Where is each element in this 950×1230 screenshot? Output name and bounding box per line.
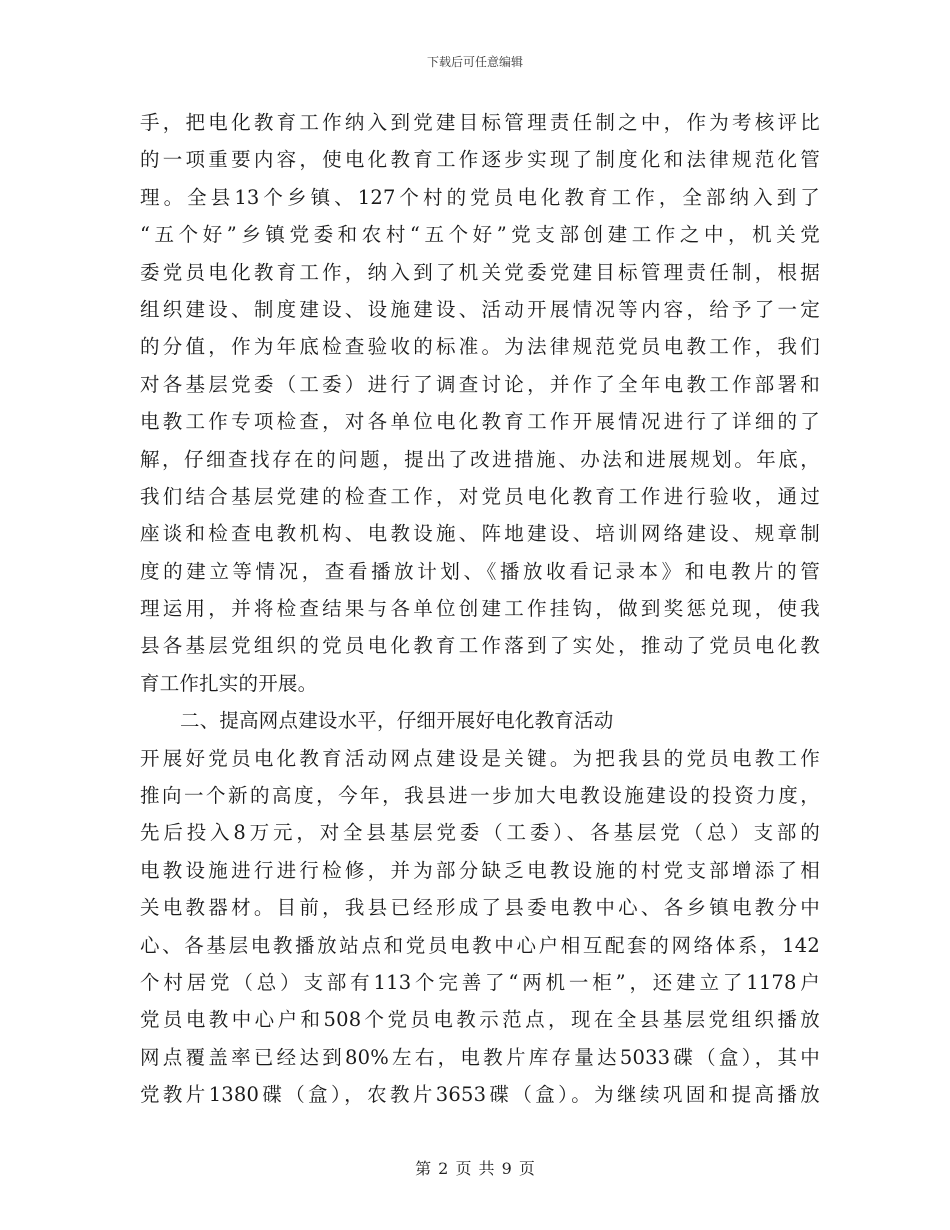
body-line: 个村居党（总）支部有113个完善了“两机一柜”，还建立了1178户 [140,970,820,994]
body-line: 关电教器材。目前，我县已经形成了县委电教中心、各乡镇电教分中 [140,896,820,920]
body-line: 委党员电化教育工作，纳入到了机关党委党建目标管理责任制，根据 [140,260,820,284]
body-line: 度的建立等情况，查看播放计划、《播放收看记录本》和电教片的管 [140,559,820,583]
body-line: 先后投入8万元，对全县基层党委（工委）、各基层党（总）支部的 [140,821,820,845]
body-line: 手，把电化教育工作纳入到党建目标管理责任制之中，作为考核评比 [140,111,820,134]
body-line: 理运用，并将检查结果与各单位创建工作挂钩，做到奖惩兑现，使我 [140,597,820,621]
body-line: 组织建设、制度建设、设施建设、活动开展情况等内容，给予了一定 [140,297,820,321]
body-line: 座谈和检查电教机构、电教设施、阵地建设、培训网络建设、规章制 [140,522,820,546]
body-line: 党员电教中心户和508个党员电教示范点，现在全县基层党组织播放 [140,1008,820,1032]
body-line: 对各基层党委（工委）进行了调查讨论，并作了全年电教工作部署和 [140,372,820,396]
body-line: 县各基层党组织的党员电化教育工作落到了实处，推动了党员电化教 [140,634,820,658]
body-line: 理。全县13个乡镇、127个村的党员电化教育工作，全部纳入到了 [140,185,820,209]
body-line: 电教工作专项检查，对各单位电化教育工作开展情况进行了详细的了 [140,410,820,434]
body-line: “五个好”乡镇党委和农村“五个好”党支部创建工作之中，机关党 [140,223,820,247]
body-line: 育工作扎实的开展。 [140,671,318,695]
page-header: 下载后可任意编辑 [426,55,523,69]
body-line: 的一项重要内容，使电化教育工作逐步实现了制度化和法律规范化管 [140,148,820,172]
body-line: 我们结合基层党建的检查工作，对党员电化教育工作进行验收，通过 [140,484,820,508]
body-line: 网点覆盖率已经达到80%左右，电教片库存量达5033碟（盒），其中 [140,1045,820,1069]
body-line: 解，仔细查找存在的问题，提出了改进措施、办法和进展规划。年底， [140,447,820,471]
body-line: 电教设施进行进行检修，并为部分缺乏电教设施的村党支部增添了相 [140,858,820,882]
section-heading: 二、提高网点建设水平，仔细开展好电化教育活动 [180,709,614,733]
body-line: 党教片1380碟（盒），农教片3653碟（盒）。为继续巩固和提高播放 [140,1083,820,1107]
page-footer: 第 2 页 共 9 页 [415,1159,535,1178]
body-line: 心、各基层电教播放站点和党员电教中心户相互配套的网络体系，142 [140,933,820,957]
body-line: 的分值，作为年底检查验收的标准。为法律规范党员电教工作，我们 [140,335,820,359]
body-line: 推向一个新的高度，今年，我县进一步加大电教设施建设的投资力度， [140,784,820,808]
document-body [140,104,820,1114]
body-line: 开展好党员电化教育活动网点建设是关键。为把我县的党员电教工作 [140,746,820,770]
